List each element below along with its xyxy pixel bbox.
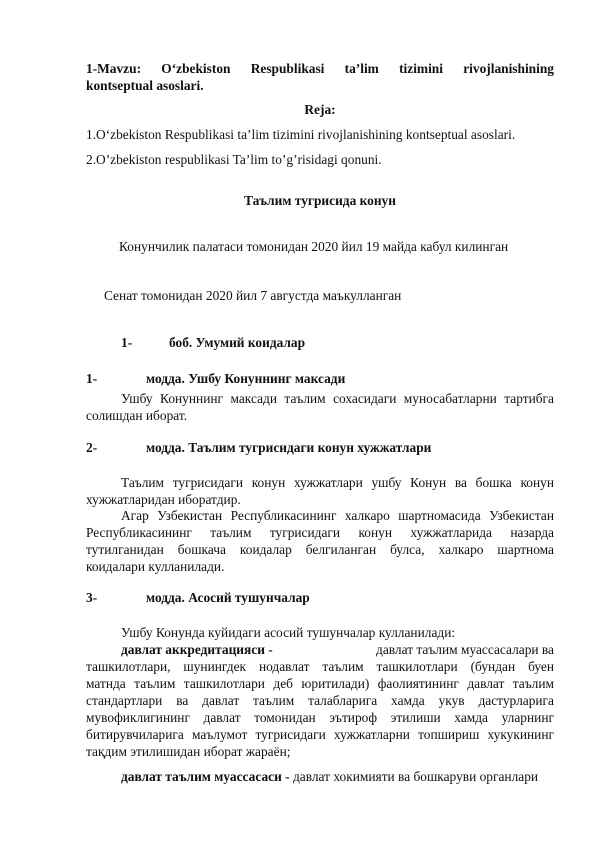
article-3-line-1: ташкилотлари, шунингдек нодавлат таълим ташкилотлари (бундан буен bbox=[86, 659, 554, 674]
article-1-line-2: солишдан иборат. bbox=[86, 408, 188, 423]
article-1-number: 1- bbox=[86, 371, 98, 386]
article-3-intro: Ушбу Конунда куйидаги асосий тушунчалар кулланилади: bbox=[121, 625, 456, 640]
article-3-line-2: матнда таълим ташкилотлари деб юритилади) фаолиятининг давлат таълим bbox=[86, 676, 554, 691]
law-approved: Сенат томонидан 2020 йил 7 августда маъкулланган bbox=[104, 288, 402, 303]
article-3-number: 3- bbox=[86, 590, 98, 605]
plan-item-1: 1.O‘zbekiston Respublikasi ta’lim tizimini rivojlanishining kontseptual asoslari. bbox=[86, 127, 516, 142]
article-3-line-4: мувофиклигининг давлат томонидан эътироф этилиши хамда уларнинг bbox=[86, 710, 554, 725]
plan-item-2: 2.O’zbekiston respublikasi Ta’lim to’g’risidagi qonuni. bbox=[86, 152, 382, 167]
term-state-institution-rest: давлат хокимияти ва бошкаруви органлари bbox=[289, 769, 539, 784]
chapter-number: 1- bbox=[121, 335, 133, 350]
article-2-line-1: Таълим тугрисидаги конун хужжатлари ушбу Конун ва бошка конун bbox=[121, 475, 554, 490]
article-3-title: модда. Асосий тушунчалар bbox=[146, 590, 310, 605]
article-2-line-6: коидалари кулланилади. bbox=[86, 559, 225, 574]
article-1-line-1: Ушбу Конуннинг максади таълим сохасидаги муносабатларни тартибга bbox=[121, 391, 554, 406]
article-2-number: 2- bbox=[86, 440, 98, 455]
law-title: Таълим тугрисида конун bbox=[244, 193, 396, 208]
article-3-term-2-line bbox=[121, 768, 554, 785]
article-3-line-6: тақдим этилишидан иборат жараён; bbox=[86, 744, 291, 759]
article-2-title: модда. Таълим тугрисидаги конун хужжатлари bbox=[146, 440, 432, 455]
article-3-line-5: битирувчиларига маълумот тугрисидаги хужжатларни топшириш хукукининг bbox=[86, 727, 554, 742]
term-state-institution: давлат таълим муассасаси - bbox=[121, 769, 290, 784]
term-state-accreditation-rest: давлат таълим муассасалари ва bbox=[376, 642, 554, 657]
term-state-accreditation: давлат аккредитацияси - bbox=[121, 642, 273, 657]
topic-line-2: kontseptual asoslari. bbox=[86, 78, 204, 93]
article-2-line-4: Республикасининг таълим тугрисидаги конун хужжатларида назарда bbox=[86, 525, 554, 540]
law-adopted: Конунчилик палатаси томонидан 2020 йил 19 майда кабул килинган bbox=[119, 239, 509, 254]
article-3-term-1-line bbox=[121, 641, 554, 658]
article-2-line-3: Агар Узбекистан Республикасининг халкаро шартномасида Узбекистан bbox=[121, 508, 554, 523]
article-3-line-3: стандартлари ва давлат таълим талабларига хамда укув дастурларига bbox=[86, 693, 554, 708]
plan-heading: Reja: bbox=[304, 102, 336, 117]
article-1-title: модда. Ушбу Конуннинг максади bbox=[146, 371, 346, 386]
chapter-title: боб. Умумий коидалар bbox=[169, 335, 306, 350]
article-2-line-2: хужжатларидан иборатдир. bbox=[86, 492, 241, 507]
article-2-line-5: тутилганидан бошкача коидалар белгиланган булса, халкаро шартнома bbox=[86, 542, 554, 557]
topic-line-1: 1-Mavzu: O‘zbekiston Respublikasi ta’lim tizimini rivojlanishining bbox=[86, 61, 554, 76]
